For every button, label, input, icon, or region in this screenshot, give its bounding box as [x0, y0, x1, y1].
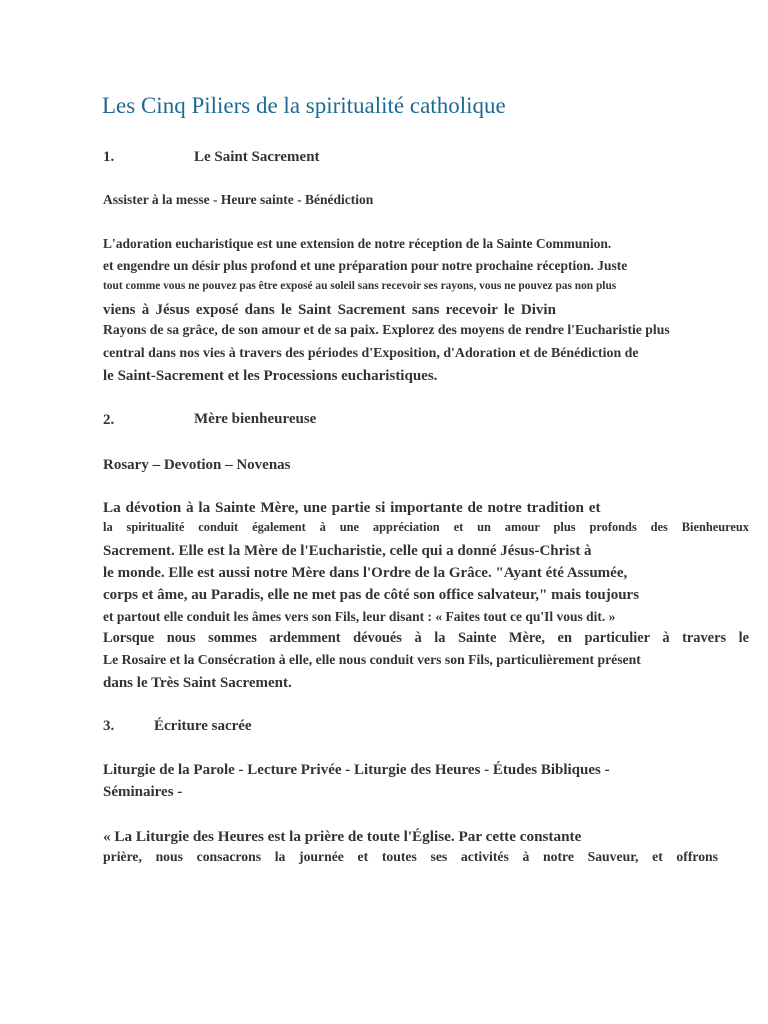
section-3-subtitle-line-1: Liturgie de la Parole - Lecture Privée - Liturgie des Heures - Études Bibliques -: [103, 762, 610, 778]
section-2-line-6: et partout elle conduit les âmes vers son Fils, leur disant : « Faites tout ce qu'Il vous dit. »: [103, 609, 616, 624]
section-1-heading: Le Saint Sacrement: [194, 149, 320, 165]
section-2-line-3: Sacrement. Elle est la Mère de l'Eucharistie, celle qui a donné Jésus-Christ à: [103, 543, 592, 559]
section-2-line-4: le monde. Elle est aussi notre Mère dans l'Ordre de la Grâce. "Ayant été Assumée,: [103, 565, 628, 581]
section-1-line-5: Rayons de sa grâce, de son amour et de sa paix. Explorez des moyens de rendre l'Eucharistie plus: [103, 322, 670, 337]
section-3-line-2: prière, nous consacrons la journée et toutes ses activités à notre Sauveur, et offrons: [103, 849, 718, 864]
section-2-subtitle: Rosary – Devotion – Novenas: [103, 457, 291, 473]
section-2-line-7: Lorsque nous sommes ardemment dévoués à la Sainte Mère, en particulier à travers le: [103, 630, 749, 646]
section-3-line-1: « La Liturgie des Heures est la prière de toute l'Église. Par cette constante: [103, 828, 582, 845]
section-3-subtitle-line-2: Séminaires -: [103, 784, 183, 800]
section-1-line-3: tout comme vous ne pouvez pas être exposé au soleil sans recevoir ses rayons, vous ne pouvez pas non plus: [103, 280, 617, 292]
section-1-line-4: viens à Jésus exposé dans le Saint Sacrement sans recevoir le Divin: [103, 302, 556, 318]
section-3-heading: Écriture sacrée: [154, 718, 252, 734]
section-2-line-2: la spiritualité conduit également à une appréciation et un amour plus profonds des Bienheureux: [103, 520, 749, 534]
section-1-line-6: central dans nos vies à travers des périodes d'Exposition, d'Adoration et de Bénédiction de: [103, 346, 639, 361]
section-2-line-9: dans le Très Saint Sacrement.: [103, 675, 292, 691]
section-1-line-1: L'adoration eucharistique est une extension de notre réception de la Sainte Communion.: [103, 236, 612, 251]
section-1-line-2: et engendre un désir plus profond et une préparation pour notre prochaine réception. Juste: [103, 258, 628, 273]
section-3-number: 3.: [103, 718, 115, 734]
section-1-line-7: le Saint-Sacrement et les Processions eucharistiques.: [103, 368, 438, 384]
section-2-heading: Mère bienheureuse: [194, 411, 317, 427]
page-title: Les Cinq Piliers de la spiritualité catholique: [102, 93, 506, 118]
section-1-subtitle: Assister à la messe - Heure sainte - Bénédiction: [103, 192, 374, 207]
section-2-line-1: La dévotion à la Sainte Mère, une partie si importante de notre tradition et: [103, 499, 601, 516]
section-2-line-8: Le Rosaire et la Consécration à elle, elle nous conduit vers son Fils, particulièrement présent: [103, 652, 641, 667]
section-1-number: 1.: [103, 149, 115, 165]
section-2-number: 2.: [103, 412, 115, 428]
section-2-line-5: corps et âme, au Paradis, elle ne met pas de côté son office salvateur," mais toujours: [103, 587, 640, 603]
